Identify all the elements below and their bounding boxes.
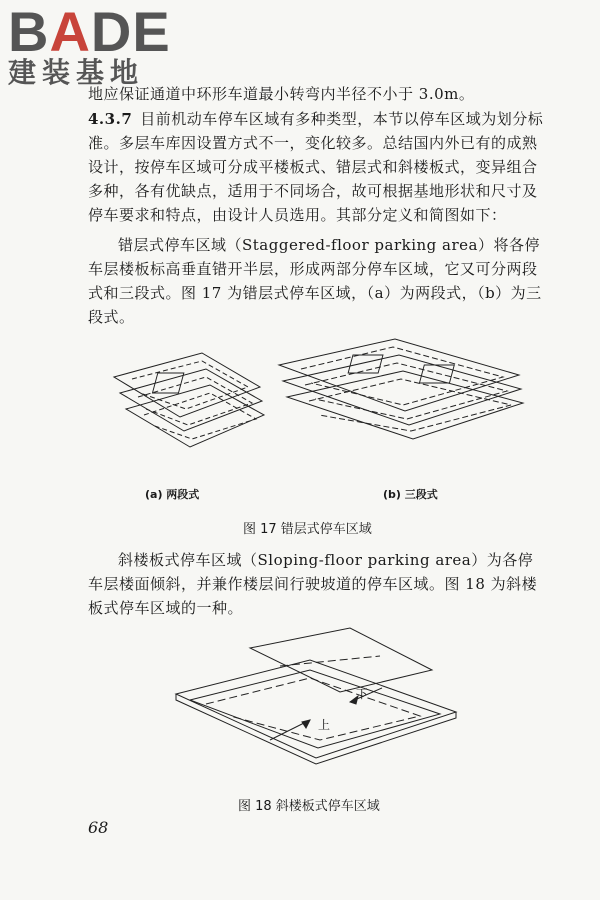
text-line-top: 地应保证通道中环形车道最小转弯内半径不小于 3.0m。 <box>88 85 475 103</box>
figure-17b-three-stage-diagram <box>275 325 525 445</box>
slab <box>279 339 519 411</box>
logo-subtitle: 建装基地 <box>8 56 145 89</box>
paragraph-4-3-7 <box>88 107 548 227</box>
logo-wordmark: BADE <box>8 0 171 63</box>
paragraph-text: 目前机动车停车区域有多种类型，本节以停车区域为划分标准。多层车库因设置方式不一，变化较多。总结国内外已有的成熟设计，按停车区域可分成平楼板式、错层式和斜楼板式，变异组合多种，各有优缺点，适用于不同场合，故可根据基地形状和尺寸及停车要求和特点，由设计人员选用。其部分定义和简图如下： <box>88 110 544 224</box>
page-number: 68 <box>88 818 109 837</box>
paragraph-sloping: 斜楼板式停车区域（Sloping-floor parking area）为各停车层楼面倾斜，并兼作楼层间行驶坡道的停车区域。图 18 为斜楼板式停车区域的一种。 <box>88 551 538 617</box>
figure-17a-two-stage-diagram <box>110 335 270 465</box>
section-number: 4.3.7 <box>88 110 133 128</box>
slab-edge <box>176 694 456 764</box>
slab <box>120 369 262 431</box>
core <box>348 355 383 373</box>
figure-17b-label: (b) 三段式 <box>383 488 438 501</box>
figure-17-caption: 图 17 错层式停车区域 <box>243 522 372 537</box>
figure-18-label-up: 上 <box>318 718 331 732</box>
logo <box>8 0 178 89</box>
figure-18-caption: 图 18 斜楼板式停车区域 <box>238 799 380 814</box>
figure-17a-label: (a) 两段式 <box>145 488 200 501</box>
up-arrowhead <box>302 720 310 728</box>
paragraph-staggered: 错层式停车区域（Staggered-floor parking area）将各停车层楼板标高垂直错开半层，形成两部分停车区域，它又可分两段式和三段式。图 17 为错层式停车区域，（a）为两段式，（b）为三段式。 <box>88 236 542 326</box>
figure-18-label-down: 下 <box>356 687 369 701</box>
sloping-slab-inner <box>190 670 440 748</box>
figure-18-sloping-floor-diagram <box>170 620 470 790</box>
